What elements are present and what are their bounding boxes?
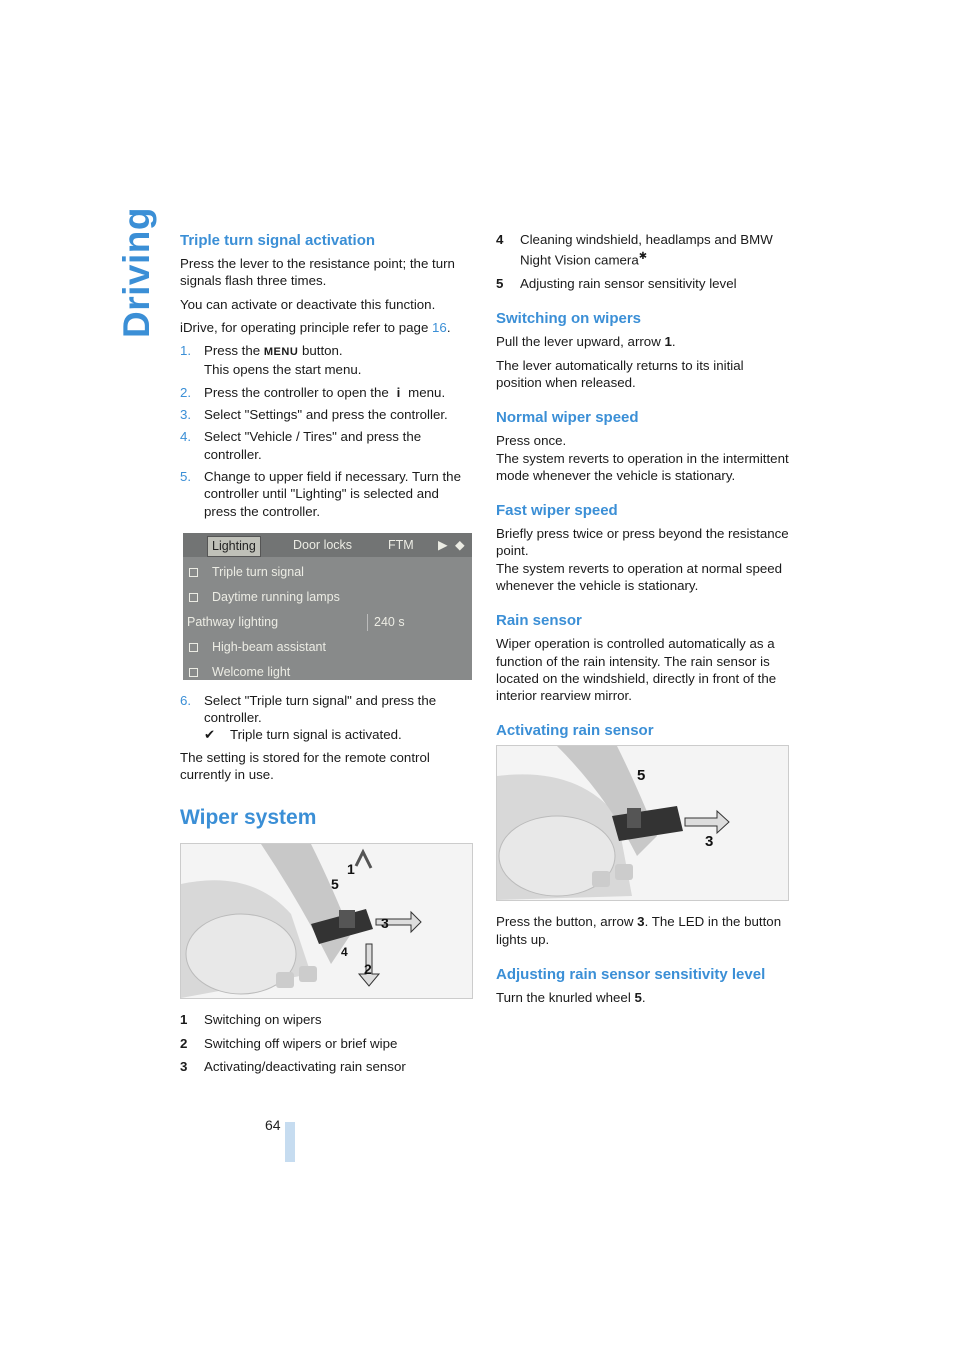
activating-p-text: Press the button, arrow — [496, 914, 638, 930]
info-menu-icon: i — [396, 384, 401, 400]
legend-number: 5 — [496, 276, 504, 292]
heading-adjusting-rain: Adjusting rain sensor sensitivity level — [496, 966, 766, 984]
screen-row-label: Daytime running lamps — [212, 589, 340, 604]
screen-row — [189, 664, 290, 681]
page-number: 64 — [265, 1117, 281, 1133]
right-column — [496, 231, 791, 1012]
switching-p1-text: Pull the lever upward, arrow — [496, 334, 665, 350]
step-1-text — [204, 342, 361, 379]
fig-label-3: 3 — [381, 915, 389, 932]
step-6 — [180, 692, 475, 744]
screen-row-label: Welcome light — [212, 664, 291, 679]
step-2-text — [204, 384, 445, 401]
page-marker-bar — [285, 1122, 295, 1162]
step-3-text: Select "Settings" and press the controller. — [204, 407, 448, 423]
step-4 — [180, 428, 475, 463]
checkbox-icon — [189, 643, 198, 652]
step-5-text: Change to upper field if necessary. Turn the controller until "Lighting" is selected and press the controller. — [204, 468, 461, 519]
arrow-number: 3 — [637, 914, 645, 930]
tab-door-locks: Door locks — [293, 537, 353, 552]
activating-p-end: . The LED in the button lights up. — [496, 914, 782, 947]
screen-row — [189, 589, 340, 606]
step-2-pre: Press the controller to open the — [204, 384, 393, 400]
section-side-title — [0, 207, 157, 338]
left-column — [180, 231, 475, 1081]
step-1-pre: Press the — [204, 343, 264, 359]
step-3 — [180, 406, 475, 423]
normal-p1: Press once. — [496, 433, 567, 449]
heading-wiper-system: Wiper system — [180, 806, 317, 830]
screen-row — [189, 564, 304, 581]
checkbox-icon — [189, 668, 198, 677]
triple-p-end: The setting is stored for the remote control currently in use. — [180, 749, 430, 783]
fig-label-1: 1 — [347, 861, 355, 878]
legend-number: 1 — [180, 1012, 188, 1028]
rain-sensor-illustration — [497, 746, 788, 900]
rain-p1: Wiper operation is controlled automatically as a function of the rain intensity. The rain sensor is located on the windshield, directly in front of the interior rearview mirror. — [496, 636, 777, 704]
screen-row — [187, 614, 278, 631]
wiper-lever-illustration — [181, 844, 472, 998]
idrive-lighting-screen — [183, 533, 472, 680]
step-6-line2: Triple turn signal is activated. — [230, 727, 402, 743]
fig-label-4: 4 — [341, 945, 348, 960]
fast-p2: The system reverts to operation at normal speed whenever the vehicle is stationary. — [496, 560, 783, 593]
legend-number: 4 — [496, 232, 504, 247]
heading-fast-speed: Fast wiper speed — [496, 502, 618, 520]
step-4-text: Select "Vehicle / Tires" and press the controller. — [204, 429, 422, 462]
legend-text: Adjusting rain sensor sensitivity level — [520, 276, 737, 292]
heading-rain-sensor: Rain sensor — [496, 612, 582, 630]
fig-label-3: 3 — [705, 833, 714, 851]
legend-item — [180, 1011, 475, 1028]
step-1-line2: This opens the start menu. — [204, 362, 362, 378]
screen-tab-bar — [183, 533, 472, 557]
arrow-right-icon: ▶ — [438, 537, 448, 552]
rain-sensor-figure — [496, 745, 789, 901]
pathway-value: 240 s — [367, 614, 411, 631]
step-number: 5. — [180, 468, 192, 484]
optional-equipment-icon: ✱ — [638, 251, 648, 263]
step-2-post: menu. — [404, 384, 446, 400]
triple-p3 — [180, 319, 475, 336]
arrow-number: 1 — [664, 334, 672, 350]
triple-p3-text: iDrive, for operating principle refer to page — [180, 319, 433, 335]
switching-p1 — [496, 333, 791, 350]
adjusting-p — [496, 989, 791, 1006]
fig-label-5: 5 — [331, 876, 339, 893]
wiper-lever-figure — [180, 843, 473, 999]
screen-row-label: Triple turn signal — [212, 564, 304, 579]
adjusting-p-text: Turn the knurled wheel — [496, 990, 635, 1006]
checkbox-icon — [189, 593, 198, 602]
step-number: 4. — [180, 429, 192, 445]
checkbox-icon — [189, 568, 198, 577]
step-1-post: button. — [298, 343, 343, 359]
legend-text: Switching on wipers — [204, 1012, 322, 1028]
step-6-main: Select "Triple turn signal" and press the controller. — [204, 692, 437, 726]
activating-p — [496, 913, 791, 948]
legend-text — [520, 231, 791, 269]
step-number: 2. — [180, 384, 192, 400]
section-title: Driving — [116, 207, 157, 338]
switching-p1-end: . — [671, 334, 676, 350]
legend-item — [180, 1058, 475, 1075]
heading-triple-turn: Triple turn signal activation — [180, 232, 376, 249]
fig-label-5: 5 — [637, 767, 646, 785]
step-number: 1. — [180, 343, 192, 359]
normal-p2: The system reverts to operation in the intermittent mode whenever the vehicle is stationary. — [496, 450, 789, 483]
triple-p3-end: . — [446, 319, 451, 335]
page-link-16[interactable]: 16 — [432, 319, 447, 335]
legend-number: 2 — [180, 1035, 188, 1051]
step-2 — [180, 384, 475, 401]
controller-icon: ◆ — [455, 537, 465, 552]
legend-item — [496, 275, 791, 292]
tab-ftm: FTM — [388, 537, 414, 552]
step-6-text — [204, 692, 475, 744]
legend-text-4: Cleaning windshield, headlamps and BMW Night Vision camera — [520, 232, 773, 268]
heading-normal-speed: Normal wiper speed — [496, 409, 639, 427]
screen-row-label: High-beam assistant — [212, 639, 326, 654]
step-number: 3. — [180, 407, 192, 423]
triple-p2: You can activate or deactivate this function. — [180, 296, 436, 312]
heading-activating-rain: Activating rain sensor — [496, 722, 654, 740]
triple-p1: Press the lever to the resistance point; the turn signals flash three times. — [180, 256, 455, 289]
legend-text: Activating/deactivating rain sensor — [204, 1058, 406, 1074]
menu-key-icon: MENU — [263, 346, 299, 359]
tab-lighting: Lighting — [207, 536, 261, 557]
screen-row — [189, 639, 326, 656]
checkmark-icon: ✔ — [204, 727, 216, 743]
step-1 — [180, 342, 475, 379]
fig-label-2: 2 — [364, 961, 372, 978]
screen-row-label: Pathway lighting — [187, 614, 279, 629]
legend-item — [496, 231, 791, 269]
legend-number: 3 — [180, 1058, 188, 1074]
adjusting-p-end: . — [641, 990, 646, 1006]
heading-switching-on: Switching on wipers — [496, 310, 642, 328]
fast-p1: Briefly press twice or press beyond the resistance point. — [496, 526, 789, 559]
legend-text: Switching off wipers or brief wipe — [204, 1035, 398, 1051]
wheel-number: 5 — [634, 990, 642, 1006]
step-5 — [180, 468, 475, 520]
legend-item — [180, 1035, 475, 1052]
step-number: 6. — [180, 692, 192, 708]
switching-p2: The lever automatically returns to its initial position when released. — [496, 357, 744, 390]
